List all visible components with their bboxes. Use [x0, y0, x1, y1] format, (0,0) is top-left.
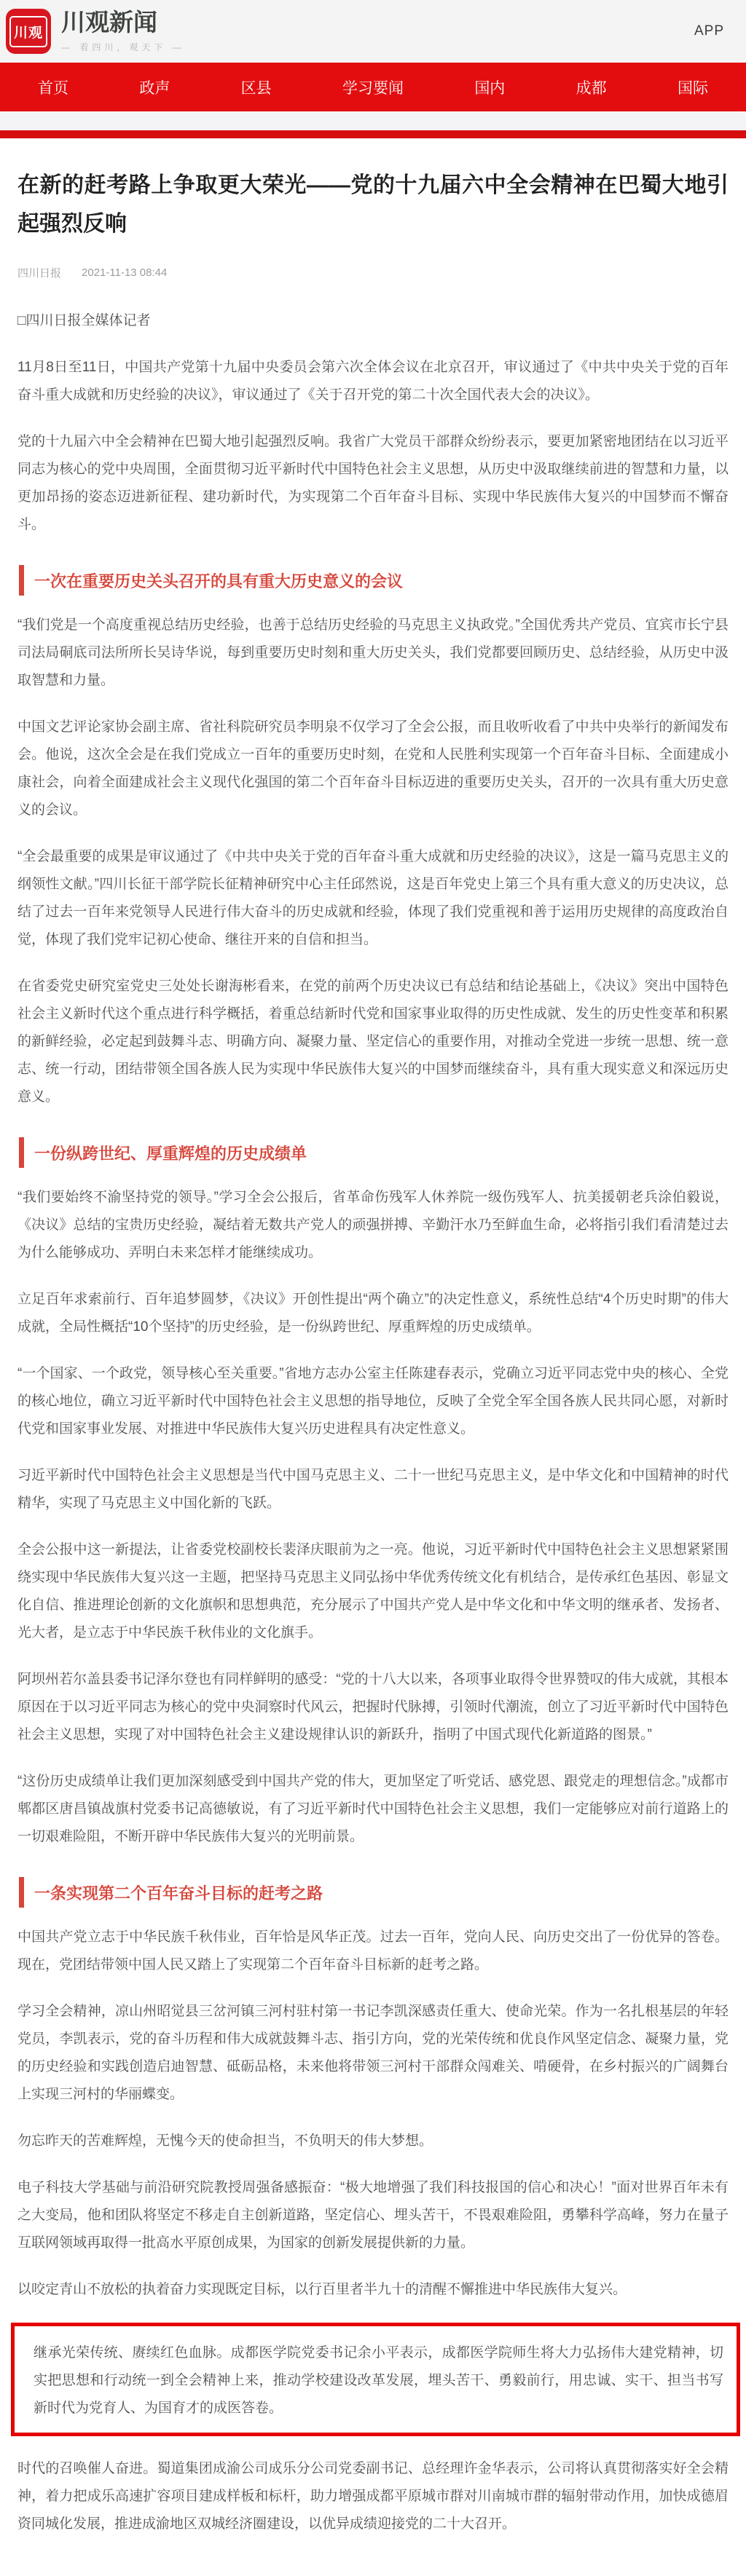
paragraph: “全会最重要的成果是审议通过了《中共中央关于党的百年奋斗重大成就和历史经验的决议》，这是一篇马克思主义的纲领性文献。”四川长征干部学院长征精神研究中心主任邱然说，这是百年党史上第三个具有重大意义的历史决议，总结了过去一百年来党领导人民进行伟大奋斗的历史成就和经验，体现了我们党重视和善于运用历史规律的高度政治自觉，体现了我们党牢记初心使命、继往开来的自信和担当。	[17, 849, 729, 947]
nav-item-guoji[interactable]: 国际	[677, 79, 708, 97]
paragraph: 全会公报中这一新提法，让省委党校副校长裴泽庆眼前为之一亮。他说，习近平新时代中国特色社会主义思想紧紧围绕实现中华民族伟大复兴这一主题，把坚持马克思主义同弘扬中华优秀传统文化有机结合，是传承红色基因、彰显文化自信、推进理论创新的文化旗帜和思想典范，充分展示了中国共产党人是中华文化和中华文明的继承者、发扬者、光大者，是立志于中华民族千秋伟业的文化旗手。	[17, 1542, 729, 1640]
section-heading-text: 一次在重要历史关头召开的具有重大历史意义的会议	[34, 572, 404, 590]
site-title: 川观新闻	[61, 8, 157, 36]
paragraph: 习近平新时代中国特色社会主义思想是当代中国马克思主义、二十一世纪马克思主义，是中华文化和中国精神的时代精华，实现了马克思主义中国化新的飞跃。	[17, 1468, 729, 1511]
section-marker-bar	[19, 565, 24, 596]
paragraph: 立足百年求索前行、百年追梦圆梦，《决议》开创性提出“两个确立”的决定性意义，系统性总结“4个历史时期”的伟大成就，全局性概括“10个坚持”的历史经验，是一份纵跨世纪、厚重辉煌的历史成绩单。	[17, 1292, 729, 1335]
article-source: 四川日报	[17, 267, 62, 280]
nav-gap-divider	[0, 111, 746, 130]
red-divider-bar	[0, 130, 746, 138]
paragraph: 11月8日至11日，中国共产党第十九届中央委员会第六次全体会议在北京召开，审议通过了《中共中央关于党的百年奋斗重大成就和历史经验的决议》，审议通过了《关于召开党的第二十次全国代表大会的决议》。	[17, 360, 729, 403]
section-heading	[17, 565, 729, 596]
site-logo[interactable]	[6, 9, 185, 54]
paragraph: 电子科技大学基础与前沿研究院教授周强备感振奋：“极大地增强了我们科技报国的信心和决心！”面对世界百年未有之大变局，他和团队将坚定不移走自主创新道路，坚定信心、埋头苦干，不畏艰难险阻，勇攀科学高峰，努力在量子互联网领域再取得一批高水平原创成果，为国家的创新发展提供新的力量。	[17, 2180, 729, 2251]
paragraph: 时代的召唤催人奋进。蜀道集团成渝公司成乐分公司党委副书记、总经理许金华表示，公司将认真贯彻落实好全会精神，着力把成乐高速扩容项目建成样板和标杆，助力增强成都平原城市群对川南城市群的辐射带动作用，加快成德眉资同城化发展，推进成渝地区双城经济圈建设，以优异成绩迎接党的二十大召开。	[17, 2461, 729, 2532]
paragraph: 中国共产党立志于中华民族千秋伟业，百年恰是风华正茂。过去一百年，党向人民、向历史交出了一份优异的答卷。现在，党团结带领中国人民又踏上了实现第二个百年奋斗目标新的赶考之路。	[17, 1929, 729, 1972]
highlighted-paragraph-box	[11, 2323, 740, 2436]
nav-item-zhengsheng[interactable]: 政声	[139, 79, 170, 97]
article-datetime: 2021-11-13 08:44	[82, 266, 168, 279]
article-byline: □四川日报全媒体记者	[17, 313, 151, 328]
app-link[interactable]: APP	[694, 23, 724, 39]
section-heading-text: 一条实现第二个百年奋斗目标的赶考之路	[34, 1884, 323, 1903]
paragraph: 党的十九届六中全会精神在巴蜀大地引起强烈反响。我省广大党员干部群众纷纷表示，要更加紧密地团结在以习近平同志为核心的党中央周围，全面贯彻习近平新时代中国特色社会主义思想，从历史中汲取继续前进的智慧和力量，以更加昂扬的姿态迈进新征程、建功新时代，为实现第二个百年奋斗目标、实现中华民族伟大复兴的中国梦而不懈奋斗。	[17, 434, 729, 532]
highlighted-paragraph: 继承光荣传统、赓续红色血脉。成都医学院党委书记余小平表示，成都医学院师生将大力弘扬伟大建党精神，切实把思想和行动统一到全会精神上来，推动学校建设改革发展，埋头苦干、勇毅前行，用忠诚、实干、担当书写新时代为党育人、为国育才的成医答卷。	[34, 2345, 723, 2416]
paragraph: 学习全会精神，凉山州昭觉县三岔河镇三河村驻村第一书记李凯深感责任重大、使命光荣。作为一名扎根基层的年轻党员，李凯表示，党的奋斗历程和伟大成就鼓舞斗志、指引方向，党的光荣传统和优良作风坚定信念、凝聚力量，党的历史经验和实践创造启迪智慧、砥砺品格，未来他将带领三河村干部群众闯难关、啃硬骨，在乡村振兴的广阔舞台上实现三河村的华丽蝶变。	[17, 2004, 729, 2102]
section-heading	[17, 1877, 729, 1908]
nav-item-guonei[interactable]: 国内	[474, 79, 506, 97]
paragraph: “这份历史成绩单让我们更加深刻感受到中国共产党的伟大，更加坚定了听党话、感党恩、跟党走的理想信念。”成都市郫都区唐昌镇战旗村党委书记高德敏说，有了习近平新时代中国特色社会主义思想，我们一定能够应对前行道路上的一切艰难险阻，不断开辟中华民族伟大复兴的光明前景。	[17, 1774, 729, 1844]
paragraph: 在省委党史研究室党史三处处长谢海彬看来，在党的前两个历史决议已有总结和结论基础上，《决议》突出中国特色社会主义新时代这个重点进行科学概括，着重总结新时代党和国家事业取得的历史性成就、发生的历史性变革和积累的新鲜经验，必定起到鼓舞斗志、明确方向、凝聚力量、坚定信心的重要作用，对推动全党进一步统一思想、统一意志、统一行动，团结带领全国各族人民为实现中华民族伟大复兴的中国梦而继续奋斗，具有重大现实意义和深远历史意义。	[17, 979, 729, 1105]
article	[0, 138, 746, 2576]
main-nav	[0, 63, 746, 111]
nav-item-xuexi-yaowen[interactable]: 学习要闻	[342, 79, 404, 97]
section-marker-bar	[19, 1877, 24, 1908]
article-title: 在新的赶考路上争取更大荣光——党的十九届六中全会精神在巴蜀大地引起强烈反响	[17, 173, 729, 236]
paragraph: “我们要始终不渝坚持党的领导。”学习全会公报后，省革命伤残军人休养院一级伤残军人、抗美援朝老兵涂伯毅说，《决议》总结的宝贵历史经验，凝结着无数共产党人的顽强拼搏、辛勤汗水乃至鲜血生命，必将指引我们看清楚过去为什么能够成功、弄明白未来怎样才能继续成功。	[17, 1190, 729, 1260]
paragraph: 中国文艺评论家协会副主席、省社科院研究员李明泉不仅学习了全会公报，而且收听收看了中共中央举行的新闻发布会。他说，这次全会是在我们党成立一百年的重要历史时刻，在党和人民胜利实现第一个百年奋斗目标、全面建成小康社会，向着全面建成社会主义现代化强国的第二个百年奋斗目标迈进的重要历史关头，召开的一次具有重大历史意义的会议。	[17, 719, 729, 818]
paragraph: 以咬定青山不放松的执着奋力实现既定目标，以行百里者半九十的清醒不懈推进中华民族伟大复兴。	[17, 2282, 627, 2297]
nav-item-chengdu[interactable]: 成都	[576, 79, 607, 97]
paragraph: “我们党是一个高度重视总结历史经验，也善于总结历史经验的马克思主义执政党。”全国优秀共产党员、宜宾市长宁县司法局硐底司法所所长吴诗华说，每到重要历史时刻和重大历史关头，我们党都要回顾历史、总结经验，从历史中汲取智慧和力量。	[17, 617, 729, 688]
logo-text-block	[61, 9, 185, 53]
paragraph: 勿忘昨天的苦难辉煌，无愧今天的使命担当，不负明天的伟大梦想。	[17, 2133, 433, 2149]
paragraph: “一个国家、一个政党，领导核心至关重要。”省地方志办公室主任陈建春表示，党确立习近平同志党中央的核心、全党的核心地位，确立习近平新时代中国特色社会主义思想的指导地位，反映了全党全军全国各族人民共同心愿，对新时代党和国家事业发展、对推进中华民族伟大复兴历史进程具有决定性意义。	[17, 1366, 729, 1437]
section-marker-bar	[19, 1137, 24, 1168]
site-tagline: — 看四川，观天下 —	[61, 42, 185, 52]
nav-item-home[interactable]: 首页	[38, 79, 68, 97]
nav-item-quxian[interactable]: 区县	[240, 79, 272, 97]
logo-icon-text: 川观	[9, 16, 47, 47]
site-header	[0, 0, 746, 63]
section-heading-text: 一份纵跨世纪、厚重辉煌的历史成绩单	[34, 1144, 307, 1163]
section-heading	[17, 1137, 729, 1168]
chuanguan-app-logo-icon[interactable]	[6, 9, 51, 54]
paragraph: 阿坝州若尔盖县委书记泽尔登也有同样鲜明的感受：“党的十八大以来，各项事业取得令世界赞叹的伟大成就，其根本原因在于以习近平同志为核心的党中央洞察时代风云，把握时代脉搏，引领时代潮流，创立了习近平新时代中国特色社会主义思想，实现了对中国特色社会主义建设规律认识的新跃升，指明了中国式现代化新道路的图景。”	[17, 1672, 729, 1742]
article-meta	[17, 265, 729, 280]
